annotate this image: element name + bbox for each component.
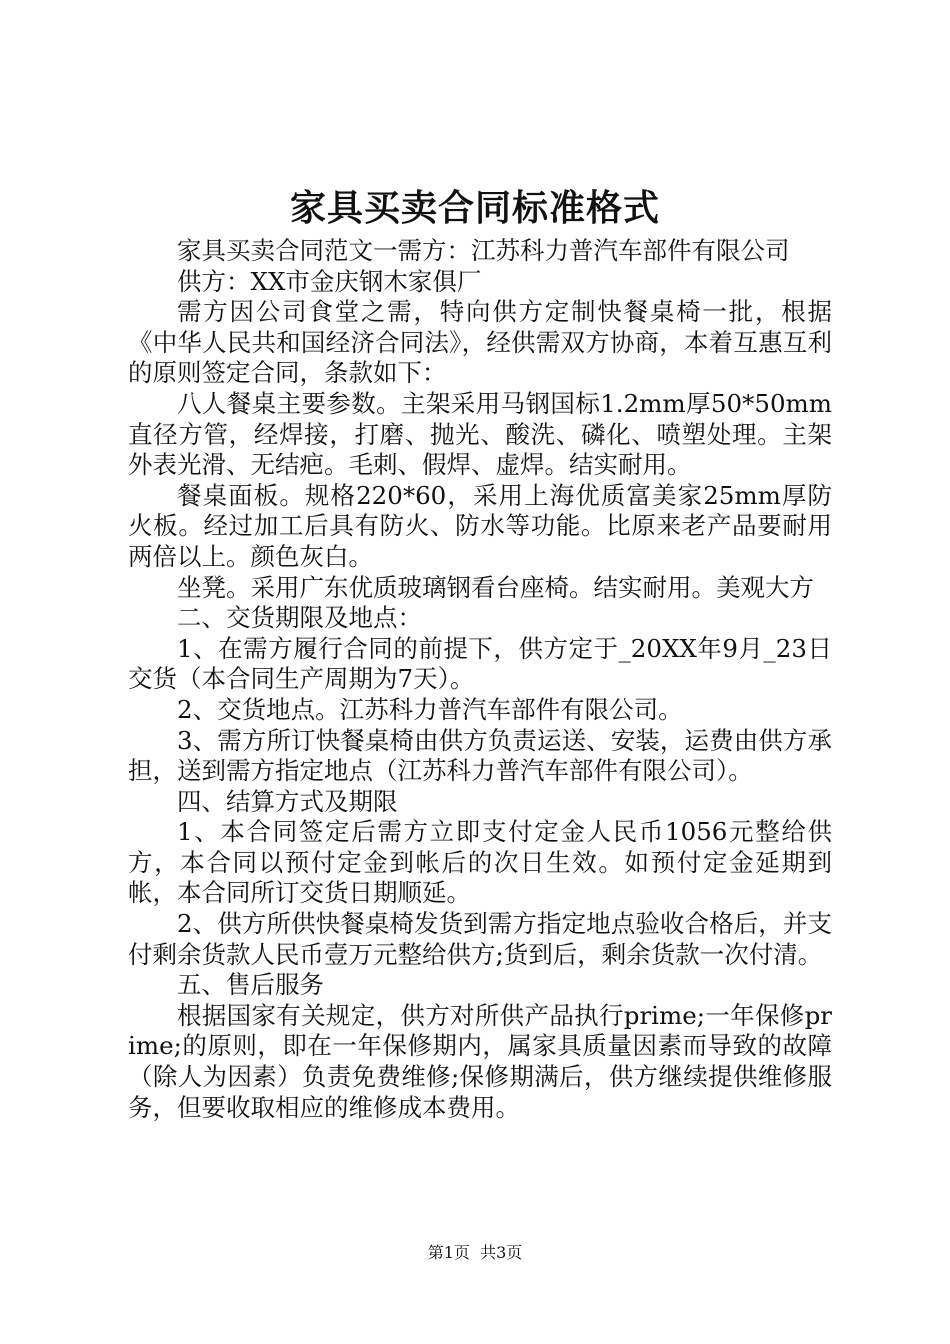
paragraph-preamble: 需方因公司食堂之需，特向供方定制快餐桌椅一批，根据《中华人民共和国经济合同法》，经供需双方协商，本着互惠互利的原则签定合同，条款如下：: [128, 297, 832, 388]
paragraph-balance: 2、供方所供快餐桌椅发货到需方指定地点验收合格后，并支付剩余货款人民币壹万元整给供方;货到后，剩余货款一次付清。: [128, 909, 832, 969]
paragraph-delivery-place: 2、交货地点。江苏科力普汽车部件有限公司。: [177, 694, 683, 724]
page-footer: [0, 1242, 950, 1264]
paragraph-deposit: 1、本合同签定后需方立即支付定金人民币1056元整给供方，本合同以预付定金到帐后的次日生效。如预付定金延期到帐，本合同所订交货日期顺延。: [128, 817, 832, 908]
section-heading-delivery: 二、交货期限及地点：: [177, 603, 422, 633]
paragraph-stool: 坐凳。采用广东优质玻璃钢看台座椅。结实耐用。美观大方: [177, 572, 814, 602]
paragraph-intro: 家具买卖合同范文一需方：江苏科力普汽车部件有限公司: [177, 236, 790, 265]
section-heading-settlement: 四、结算方式及期限: [177, 786, 398, 816]
paragraph-warranty: 根据国家有关规定，供方对所供产品执行prime;一年保修prime;的原则，即在一年保修期内，属家具质量因素而导致的故障（除人为因素）负责免费维修;保修期满后，供方继续提供维修服务，但要收取相应的维修成本费用。: [128, 1000, 832, 1122]
contract-body: [128, 236, 832, 1123]
page-total: 共3页: [480, 1243, 523, 1262]
page-number: 第1页: [427, 1243, 470, 1262]
paragraph-table-specs: 八人餐桌主要参数。主架采用马钢国标1.2mm厚50*50mm直径方管，经焊接，打磨、抛光、酸洗、磷化、喷塑处理。主架外表光滑、无结疤。毛刺、假焊、虚焊。结实耐用。: [128, 388, 832, 480]
paragraph-delivery-transport: 3、需方所订快餐桌椅由供方负责运送、安装，运费由供方承担，送到需方指定地点（江苏科力普汽车部件有限公司）。: [128, 725, 832, 786]
page-title: 家具买卖合同标准格式: [289, 187, 660, 229]
paragraph-delivery-date: 1、在需方履行合同的前提下，供方定于_20XX年9月_23日交货（本合同生产周期为7天）。: [128, 633, 832, 694]
section-heading-after-sales: 五、售后服务: [177, 970, 324, 1000]
paragraph-table-top: 餐桌面板。规格220*60，采用上海优质富美家25mm厚防火板。经过加工后具有防火、防水等功能。比原来老产品要耐用两倍以上。颜色灰白。: [128, 480, 832, 571]
paragraph-supplier: 供方：XX市金庆钢木家俱厂: [177, 266, 482, 296]
